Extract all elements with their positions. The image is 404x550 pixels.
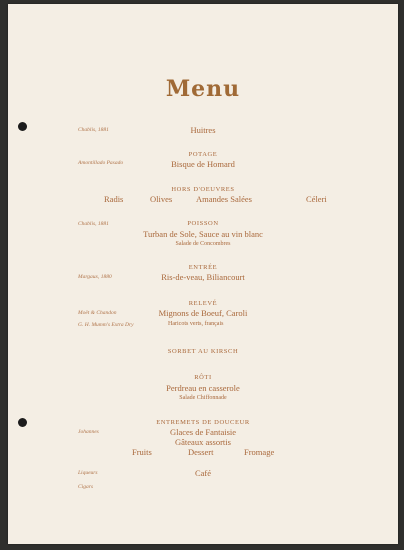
dish-entremets-2: Gâteaux assortis (175, 437, 231, 447)
side-poisson: Salade de Concombres (175, 241, 231, 247)
dish-releve: Mignons de Boeuf, Caroli (158, 308, 248, 318)
side-releve: Haricots verts, français (168, 321, 224, 327)
wine-margaux: Margaux, 1880 (78, 274, 112, 280)
wine-mumm: G. H. Mumm's Extra Dry (78, 322, 134, 328)
menu-title: Menu (165, 76, 241, 102)
dish-entree: Ris-de-veau, Biliancourt (161, 272, 245, 282)
heading-entremets: ENTREMETS DE DOUCEUR (156, 419, 250, 426)
menu-page (8, 4, 398, 544)
dish-roti: Perdreau en casserole (166, 383, 240, 393)
heading-releve: RELEVÉ (188, 300, 218, 307)
wine-chablis-1: Chablis, 1881 (78, 127, 109, 133)
course-huitres: Huitres (190, 125, 216, 135)
wine-moet: Moët & Chandon (78, 310, 117, 316)
heading-potage: POTAGE (188, 151, 218, 158)
dish-potage: Bisque de Homard (171, 159, 235, 169)
hors-item-amandes: Amandes Salées (196, 194, 252, 204)
course-sorbet: SORBET AU KIRSCH (167, 348, 239, 355)
hors-item-olives: Olives (150, 194, 173, 204)
hors-item-celeri: Céleri (306, 194, 327, 204)
heading-hors-doeuvres: HORS D'OEUVRES (171, 186, 235, 193)
dessert-item-fruits: Fruits (132, 447, 152, 457)
dessert-item-dessert: Dessert (188, 447, 214, 457)
heading-roti: RÔTI (194, 374, 212, 381)
side-roti: Salade Chiffonnade (179, 395, 227, 401)
wine-liqueurs: Liqueurs (78, 470, 98, 476)
wine-chablis-2: Chablis, 1881 (78, 221, 109, 227)
wine-amontillado: Amontillado Pasado (78, 160, 124, 166)
hors-item-radis: Radis (104, 194, 124, 204)
wine-johannes: Johannes (78, 429, 99, 435)
heading-poisson: POISSON (187, 220, 219, 227)
dessert-item-fromage: Fromage (244, 447, 275, 457)
course-cafe: Café (194, 468, 212, 478)
dish-poisson: Turban de Sole, Sauce au vin blanc (143, 229, 263, 239)
heading-entree: ENTRÉE (188, 264, 218, 271)
wine-cigars: Cigars (78, 484, 93, 490)
dish-entremets-1: Glaces de Fantaisie (169, 427, 237, 437)
